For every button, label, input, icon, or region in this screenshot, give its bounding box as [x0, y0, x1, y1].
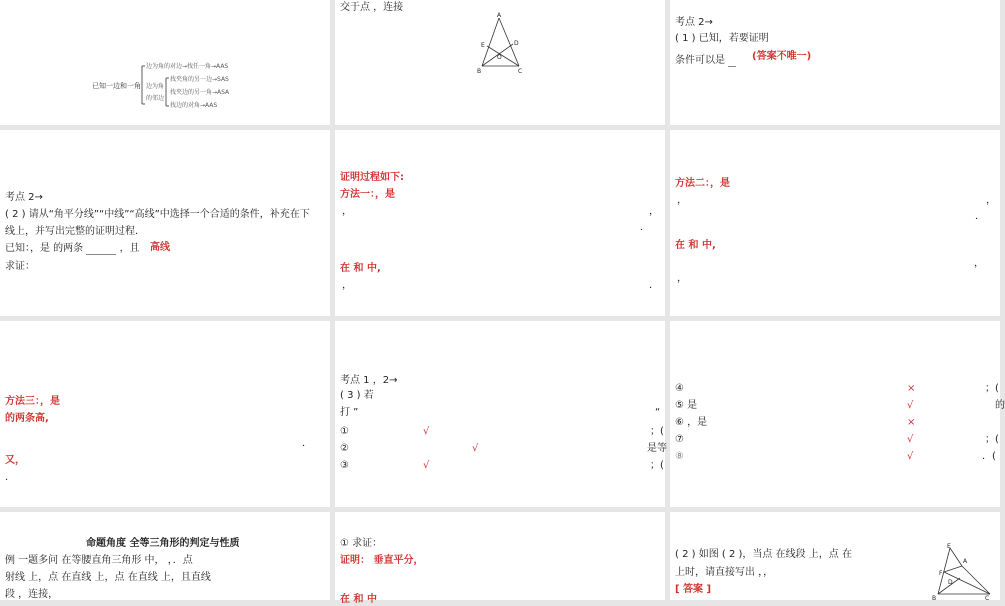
slide-2[interactable] — [335, 0, 665, 125]
row-6-mark: × — [907, 417, 916, 428]
label-e: E — [481, 42, 485, 49]
punct-3: ． — [640, 222, 650, 233]
punct-5: ． — [649, 280, 659, 291]
given-blank — [86, 246, 116, 255]
given-line — [5, 243, 140, 255]
given-tail: ，且 — [119, 243, 140, 254]
prove-label: 求证： — [5, 261, 35, 272]
label-a: A — [497, 12, 502, 19]
branch-2b: 的邻边 — [146, 95, 165, 102]
label-f: F — [939, 570, 943, 577]
row-4-mark: × — [907, 383, 916, 394]
branch-2c3: 找边的对角→AAS — [170, 102, 218, 109]
example-line-3: 段 ，连接， — [5, 589, 59, 600]
in-triangles: 在 和 中 — [340, 594, 377, 605]
topic-title: 命题角度 全等三角形的判定与性质 — [86, 538, 240, 549]
slide-9[interactable] — [670, 321, 1005, 507]
two-altitudes: 的两条高, — [5, 413, 49, 424]
row-7-mark: √ — [907, 434, 914, 445]
label-d: D — [948, 579, 953, 586]
instruction: 打 ” — [340, 407, 359, 418]
condition-line — [675, 55, 736, 67]
punct-2: ． — [5, 472, 15, 483]
slide-5[interactable] — [335, 130, 665, 316]
row-3-mark: √ — [423, 460, 430, 471]
label-c: C — [518, 68, 523, 75]
row-7-num: ⑦ — [675, 434, 684, 445]
given-label: 已知：，是 的两条 — [5, 243, 84, 254]
row-7-tail: ；( — [985, 434, 999, 445]
quote-mark: “ — [655, 407, 661, 418]
row-4-num: ④ — [675, 383, 684, 394]
label-b: B — [477, 68, 482, 75]
slide-1[interactable] — [0, 0, 330, 125]
punct-1: ， — [342, 206, 352, 217]
slide-11[interactable] — [335, 512, 665, 605]
proof-line: 证明： 垂直平分， — [340, 555, 424, 566]
method-3: 方法三：，是 — [5, 396, 60, 407]
method-1: 方法一：，是 — [340, 189, 395, 200]
label-a: A — [963, 558, 968, 565]
branch-1: 边为角的对边→找任一角→AAS — [146, 63, 229, 70]
question-2-cont: 线上，并写出完整的证明过程． — [5, 226, 145, 237]
root-label: 已知一边和一角 — [92, 82, 141, 90]
question-part-2: ( 2 ) 如图 ( 2 )，当点 在线段 上，点 在 — [675, 549, 852, 560]
row-5-num: ⑤ 是 — [675, 400, 698, 411]
slide-6[interactable] — [670, 130, 1000, 316]
answer-label: [ 答案 ] — [675, 584, 712, 595]
row-8-num: ⑧ — [675, 451, 684, 462]
punct-4: ， — [974, 258, 984, 269]
slide-3[interactable] — [670, 0, 1000, 125]
row-6-num: ⑥ ，是 — [675, 417, 708, 428]
example-line-2: 射线 上，点 在直线 上，点 在直线 上，且直线 — [5, 572, 211, 583]
row-2-tail: 是等 — [647, 443, 667, 454]
row-5-mark: √ — [907, 400, 914, 411]
label-c: C — [985, 595, 990, 602]
punct-2: ， — [986, 195, 996, 206]
punct-2: ， — [649, 206, 659, 217]
kaodian-label: 考点 1 ，2→ — [340, 375, 398, 386]
question-3: ( 3 ) 若 — [340, 390, 374, 401]
kaodian-label: 考点 2→ — [675, 17, 713, 28]
method-2: 方法二：，是 — [675, 178, 730, 189]
answer-note: (答案不唯一) — [752, 51, 812, 62]
branch-2c1: 找夹角的另一边→SAS — [170, 76, 229, 83]
slide-4[interactable] — [0, 130, 330, 316]
row-1-tail: ；( — [650, 426, 664, 437]
slide-7[interactable] — [0, 321, 330, 507]
answer-blank — [728, 58, 736, 67]
also-label: 又， — [5, 455, 25, 466]
kaodian-label: 考点 2→ — [5, 192, 43, 203]
slide-10[interactable] — [0, 512, 330, 600]
row-2-mark: √ — [472, 443, 479, 454]
punct-5: ， — [677, 273, 687, 284]
example-line-1: 例 一题多问 在等腰直角三角形 中， ，．点 — [5, 555, 193, 566]
figure-2 — [930, 542, 1000, 600]
label-e: E — [947, 543, 951, 550]
prove-item-1: ① 求证： — [340, 538, 383, 549]
slide-8[interactable] — [335, 321, 665, 507]
answer-gaoxian: 高线 — [150, 242, 170, 253]
label-b: B — [932, 595, 937, 602]
question-2: ( 2 ) 请从“角平分线”“中线”“高线”中选择一个合适的条件，补充在下 — [5, 209, 310, 220]
row-8-tail: ．( — [982, 451, 996, 462]
row-2-num: ② — [340, 443, 349, 454]
row-8-mark: √ — [907, 451, 914, 462]
in-triangles: 在 和 中, — [675, 240, 716, 251]
punct-3: ． — [975, 211, 985, 222]
label-d: D — [514, 40, 519, 47]
punct-4: ， — [342, 280, 352, 291]
row-1-mark: √ — [423, 426, 430, 437]
in-triangles: 在 和 中, — [340, 263, 381, 274]
label-o: O — [497, 54, 502, 61]
question-1: ( 1 ) 已知，若要证明 — [675, 33, 769, 44]
punct-1: ， — [677, 195, 687, 206]
row-5-tail: 的 — [995, 400, 1005, 411]
question-part-2-cont: 上时，请直接写出 ，， — [675, 567, 774, 578]
condition-label: 条件可以是 — [675, 55, 725, 66]
row-4-tail: ；( — [985, 383, 999, 394]
row-3-tail: ；( — [650, 460, 664, 471]
proof-heading: 证明过程如下: — [340, 172, 404, 183]
row-3-num: ③ — [340, 460, 349, 471]
slide-12[interactable] — [670, 512, 1000, 600]
slide-2-text: 交于点 ，连接 — [340, 2, 404, 13]
punct-1: ． — [302, 438, 312, 449]
row-1-num: ① — [340, 426, 349, 437]
branch-2a: 边为角 — [146, 83, 165, 90]
triangle-figure — [477, 10, 547, 80]
branch-2c2: 找夹边的另一角→ASA — [170, 89, 230, 96]
